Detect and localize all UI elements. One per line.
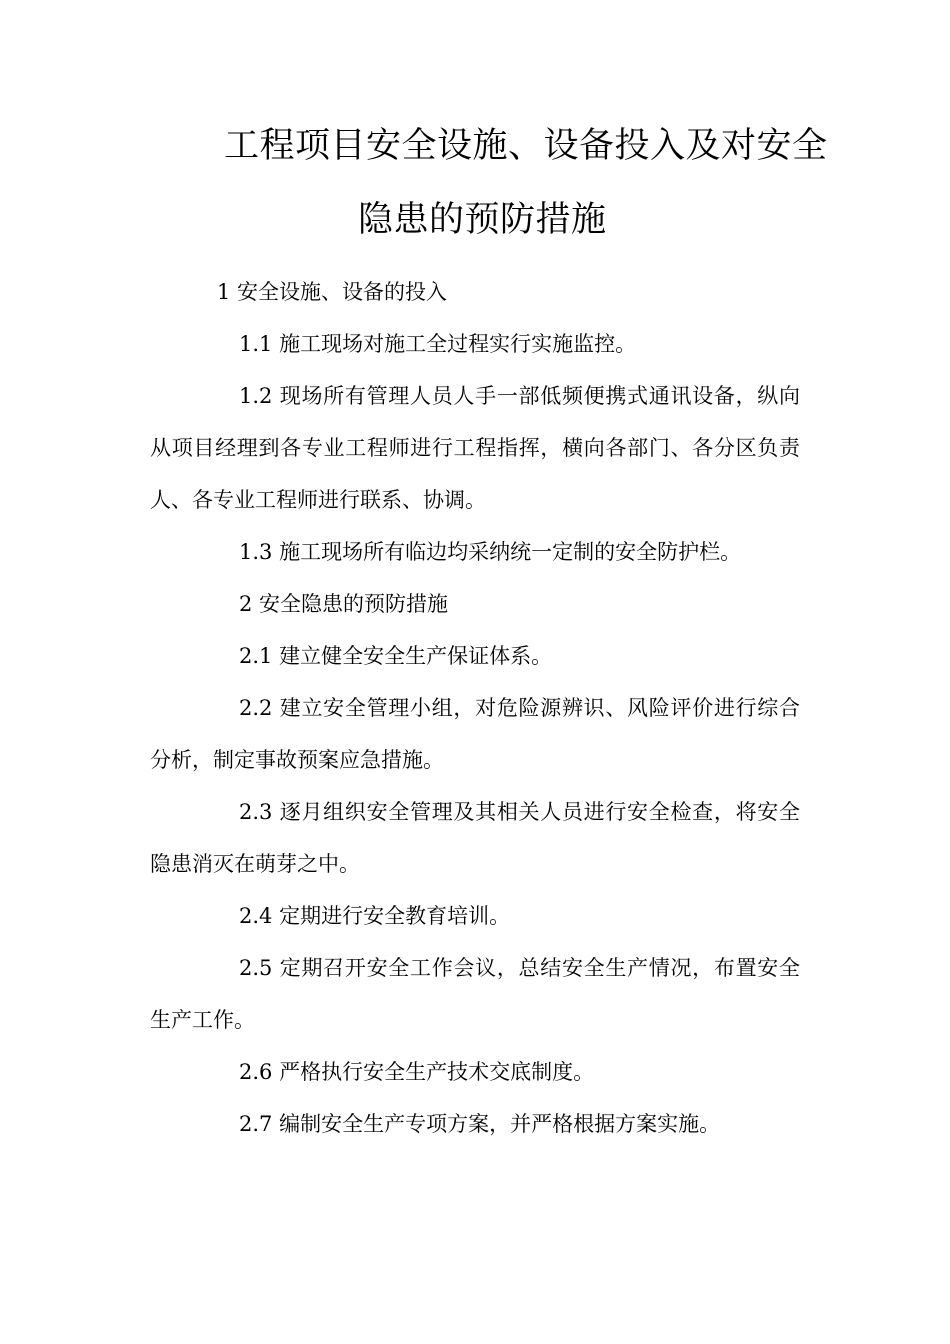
paragraph-2-4: 2.4 定期进行安全教育培训。 xyxy=(239,904,511,928)
document-title-line-2: 隐患的预防措施 xyxy=(358,200,607,240)
paragraph-1-1: 1.1 施工现场对施工全过程实行实施监控。 xyxy=(239,332,637,356)
paragraph-2-7: 2.7 编制安全生产专项方案，并严格根据方案实施。 xyxy=(239,1112,721,1136)
document-title-line-1: 工程项目安全设施、设备投入及对安全 xyxy=(224,126,828,166)
section-heading-1: 1 安全设施、设备的投入 xyxy=(217,280,448,304)
paragraph-2-6: 2.6 严格执行安全生产技术交底制度。 xyxy=(239,1060,595,1084)
section-heading-2: 2 安全隐患的预防措施 xyxy=(239,592,449,616)
paragraph-1-2: 1.2 现场所有管理人员人手一部低频便携式通讯设备，纵向从项目经理到各专业工程师进行工程指挥，横向各部门、各分区负责人、各专业工程师进行联系、协调。 xyxy=(150,384,800,512)
paragraph-1-3: 1.3 施工现场所有临边均采纳统一定制的安全防护栏。 xyxy=(239,540,742,564)
document-body xyxy=(150,266,800,1150)
paragraph-2-3: 2.3 逐月组织安全管理及其相关人员进行安全检查，将安全隐患消灭在萌芽之中。 xyxy=(150,800,800,876)
paragraph-2-2: 2.2 建立安全管理小组，对危险源辨识、风险评价进行综合分析，制定事故预案应急措施。 xyxy=(150,696,800,772)
paragraph-2-5: 2.5 定期召开安全工作会议，总结安全生产情况，布置安全生产工作。 xyxy=(150,956,800,1032)
paragraph-2-1: 2.1 建立健全安全生产保证体系。 xyxy=(239,644,553,668)
